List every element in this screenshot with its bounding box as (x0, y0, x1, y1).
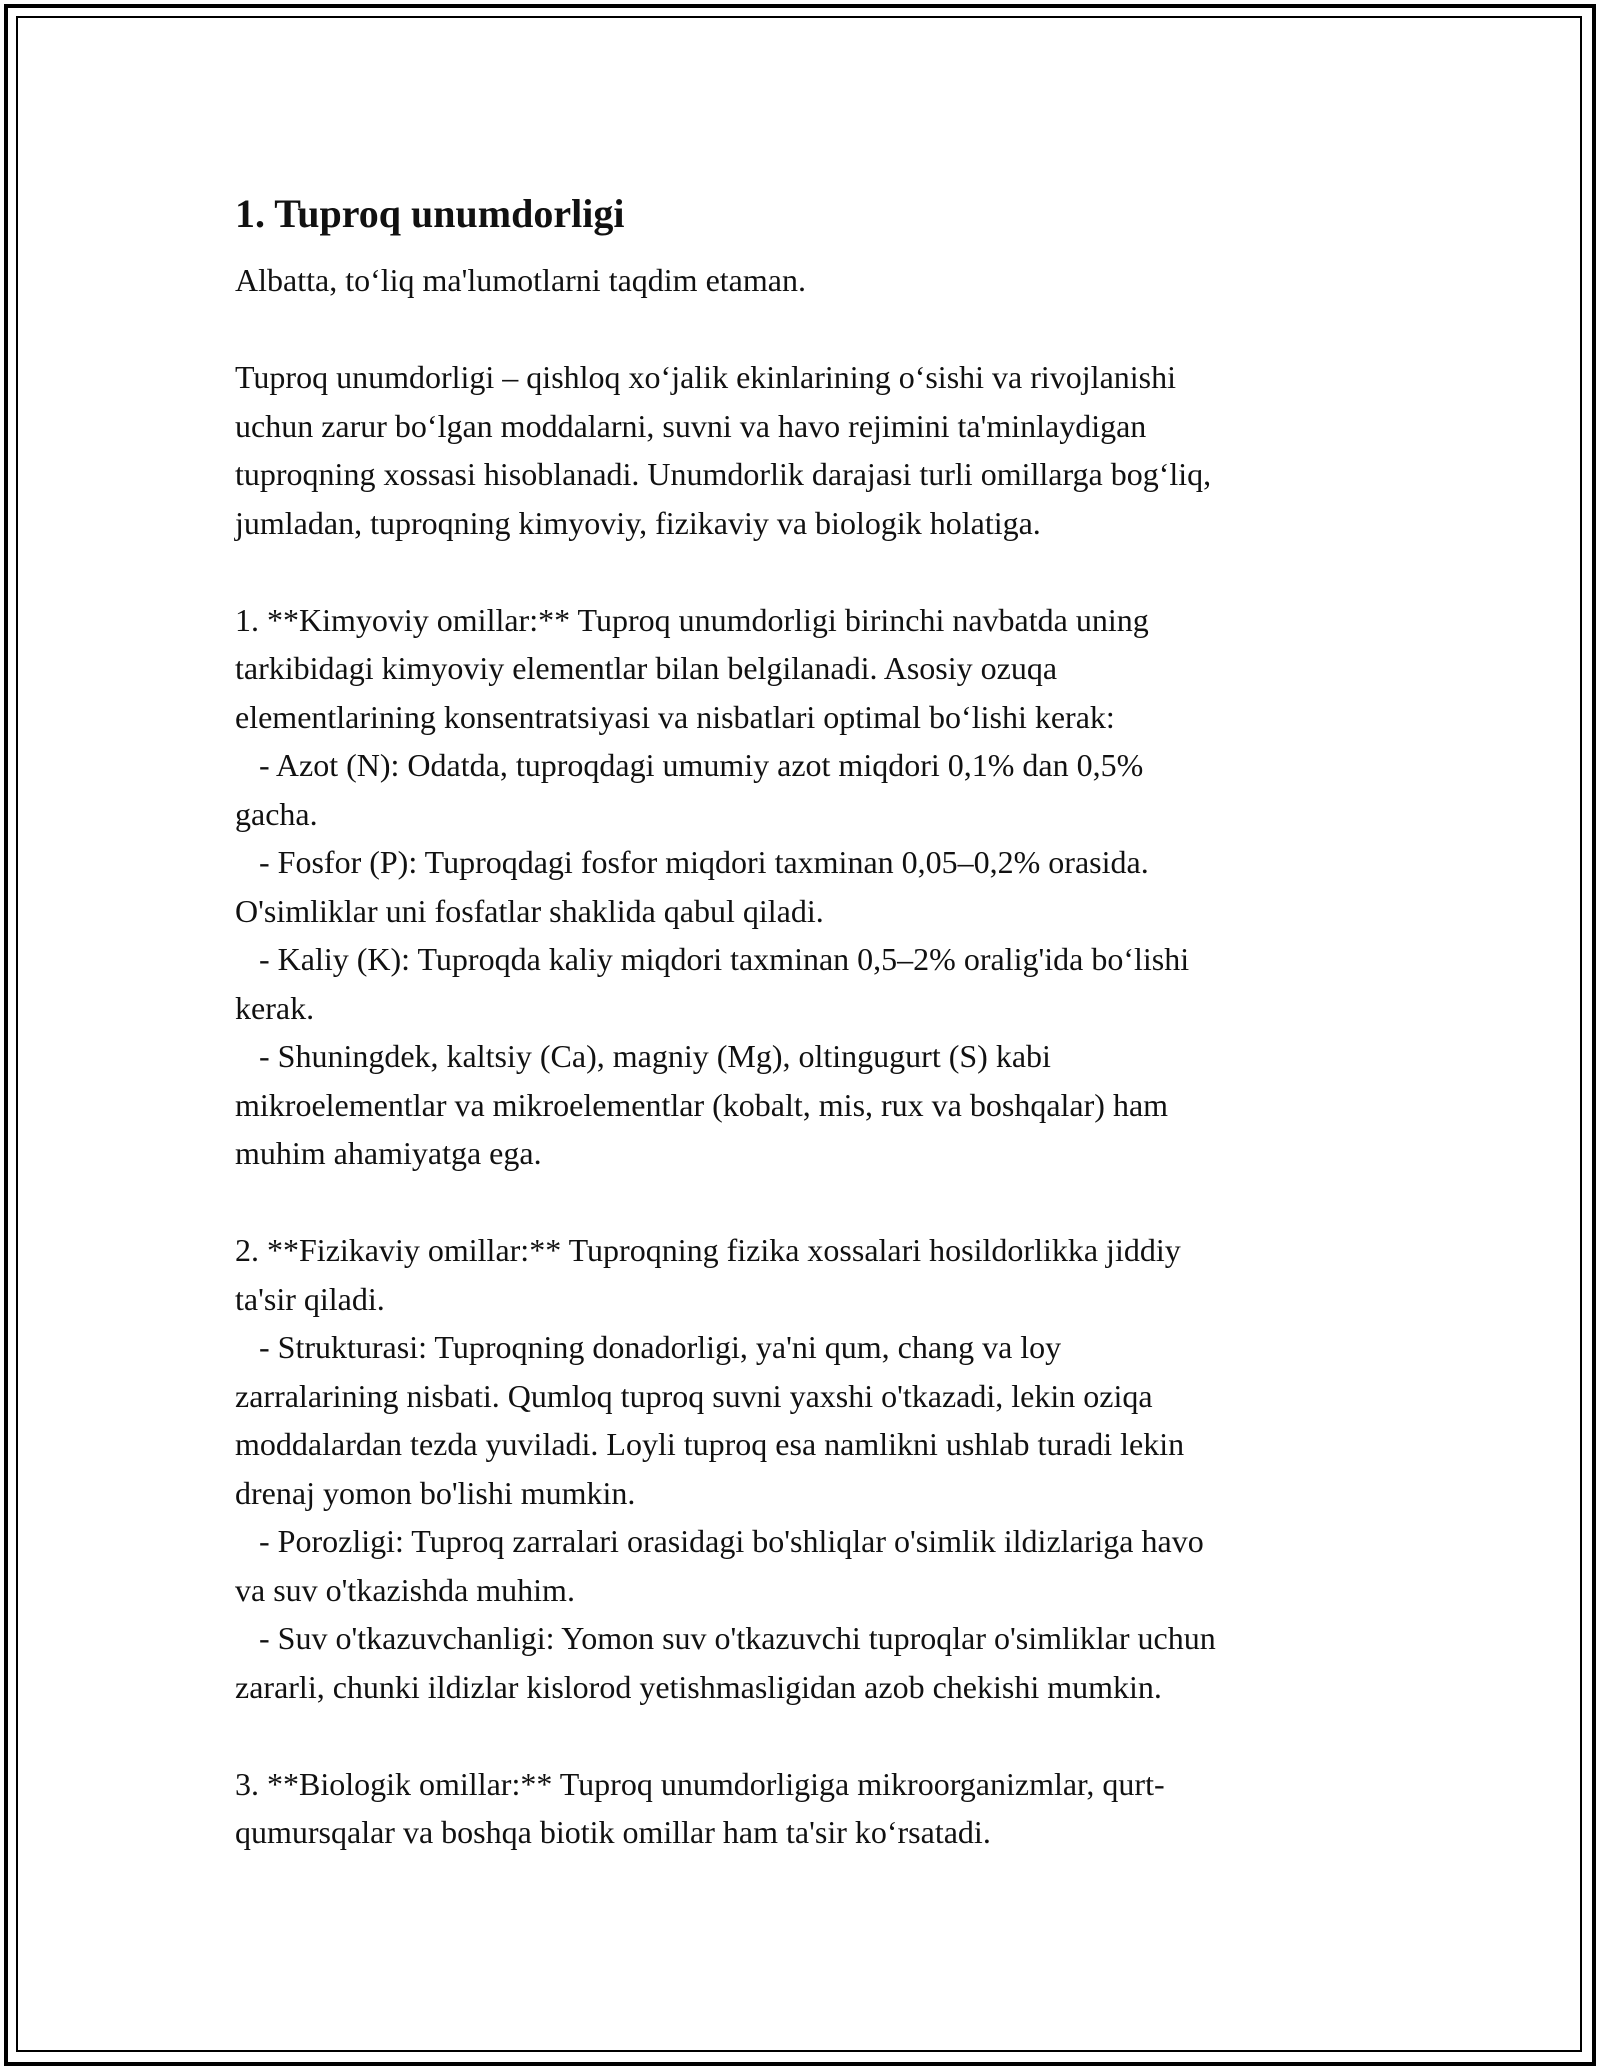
physical-factors-paragraph (235, 1226, 1375, 1711)
chemical-line: 1. **Kimyoviy omillar:** Tuproq unumdorligi birinchi navbatda uning (235, 601, 1149, 638)
definition-line: Tuproq unumdorligi – qishloq xo‘jalik ekinlarining o‘sishi va rivojlanishi (235, 359, 1176, 395)
physical-line: ta'sir qiladi. (235, 1280, 385, 1317)
biological-factors-paragraph (235, 1760, 1375, 1857)
physical-line: zararli, chunki ildizlar kislorod yetishmasligidan azob chekishi mumkin. (235, 1668, 1162, 1705)
chemical-line: O'simliklar uni fosfatlar shaklida qabul qiladi. (235, 892, 824, 929)
paragraph-gap (235, 547, 1375, 596)
definition-line: uchun zarur bo‘lgan moddalarni, suvni va havo rejimini ta'minlaydigan (235, 407, 1147, 444)
definition-paragraph (235, 353, 1375, 547)
chemical-line: kerak. (235, 989, 315, 1026)
paragraph-gap (235, 305, 1375, 354)
physical-line: - Suv o'tkazuvchanligi: Yomon suv o'tkazuvchi tuproqlar o'simliklar uchun (235, 1620, 1216, 1656)
chemical-line: elementlarining konsentratsiyasi va nisbatlari optimal bo‘lishi kerak: (235, 698, 1115, 735)
physical-line: - Strukturasi: Tuproqning donadorligi, ya'ni qum, chang va loy (235, 1329, 1062, 1365)
chemical-line: - Fosfor (P): Tuproqdagi fosfor miqdori taxminan 0,05–0,2% orasida. (235, 844, 1149, 880)
physical-line: drenaj yomon bo'lishi mumkin. (235, 1474, 636, 1511)
paragraph-gap (235, 1711, 1375, 1760)
physical-line: moddalardan tezda yuviladi. Loyli tuproq esa namlikni ushlab turadi lekin (235, 1426, 1185, 1462)
chemical-line: mikroelementlar va mikroelementlar (kobalt, mis, rux va boshqalar) ham (235, 1086, 1169, 1123)
biological-line: qumursqalar va boshqa biotik omillar ham ta'sir ko‘rsatadi. (235, 1814, 991, 1850)
document-body (235, 188, 1375, 1857)
chemical-line: tarkibidagi kimyoviy elementlar bilan belgilanadi. Asosiy ozuqa (235, 650, 1058, 686)
section-heading: 1. Tuproq unumdorligi (235, 191, 625, 236)
chemical-factors-paragraph (235, 596, 1375, 1178)
chemical-line: gacha. (235, 795, 318, 832)
physical-line: zarralarining nisbati. Qumloq tuproq suvni yaxshi o'tkazadi, lekin oziqa (235, 1377, 1153, 1414)
definition-line: tuproqning xossasi hisoblanadi. Unumdorlik darajasi turli omillarga bog‘liq, (235, 456, 1212, 492)
biological-line: 3. **Biologik omillar:** Tuproq unumdorligiga mikroorganizmlar, qurt- (235, 1765, 1165, 1802)
definition-line: jumladan, tuproqning kimyoviy, fizikaviy va biologik holatiga. (235, 504, 1041, 541)
chemical-line: - Azot (N): Odatda, tuproqdagi umumiy azot miqdori 0,1% dan 0,5% (235, 747, 1144, 783)
paragraph-gap (235, 1178, 1375, 1227)
physical-line: 2. **Fizikaviy omillar:** Tuproqning fizika xossalari hosildorlikka jiddiy (235, 1232, 1181, 1268)
chemical-line: - Shuningdek, kaltsiy (Ca), magniy (Mg), oltingugurt (S) kabi (235, 1038, 1051, 1074)
intro-line: Albatta, to‘liq ma'lumotlarni taqdim etaman. (235, 262, 806, 298)
physical-line: - Porozligi: Tuproq zarralari orasidagi bo'shliqlar o'simlik ildizlariga havo (235, 1523, 1204, 1559)
chemical-line: - Kaliy (K): Tuproqda kaliy miqdori taxminan 0,5–2% oralig'ida bo‘lishi (235, 941, 1190, 977)
chemical-line: muhim ahamiyatga ega. (235, 1135, 542, 1171)
intro-paragraph (235, 256, 1375, 305)
physical-line: va suv o'tkazishda muhim. (235, 1571, 575, 1608)
